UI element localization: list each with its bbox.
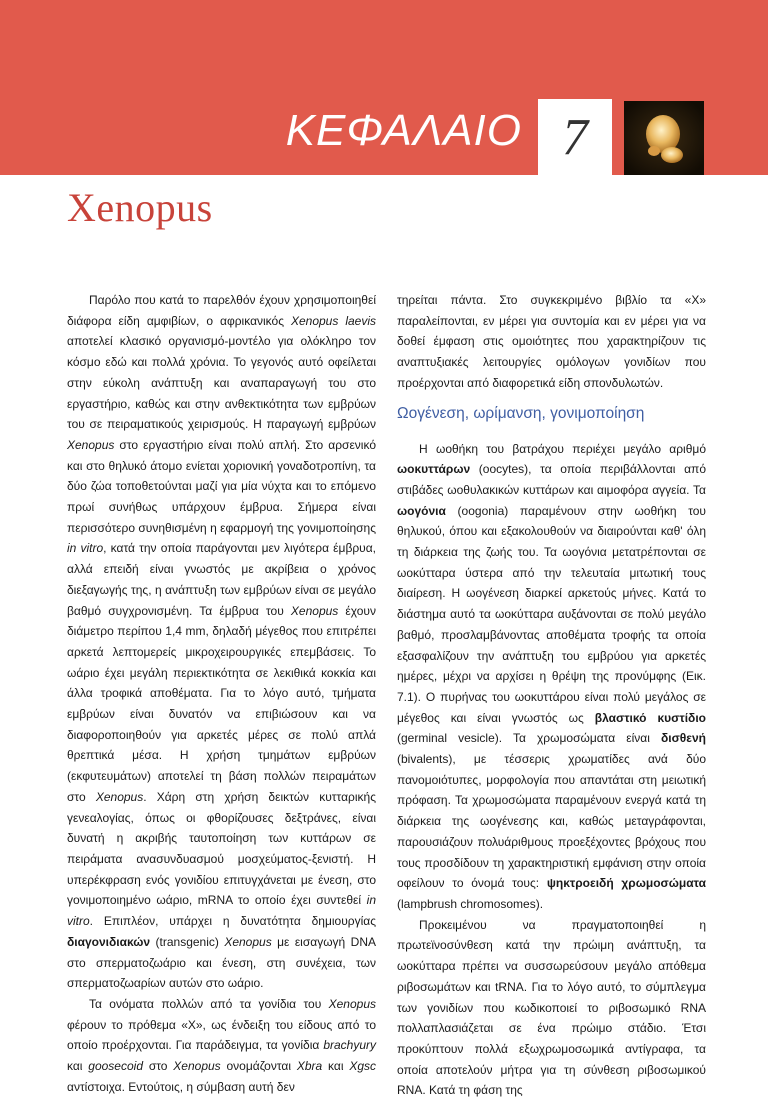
page-title: Xenopus: [67, 185, 213, 230]
chapter-number-box: [538, 99, 612, 175]
chapter-number: 7: [562, 108, 588, 166]
paragraph: Τα ονόματα πολλών από τα γονίδια του Xenopus φέρουν το πρόθεμα «X», ως ένδειξη του είδους από το οποίο προέρχονται. Για παράδειγμα, τα γονίδια brachyury και goosecoid στο Xenopus ονομάζονται Xbra και Xgsc αντίστοιχα. Εντούτοις, η σύμβαση αυτή δεν: [67, 996, 377, 1094]
left-column: [67, 290, 376, 1097]
right-column: [397, 290, 706, 1101]
section-heading: Ωογένεση, ωρίμανση, γονιμοποίηση: [397, 404, 645, 422]
paragraph: Παρόλο που κατά το παρελθόν έχουν χρησιμοποιηθεί διάφορα είδη αμφιβίων, ο αφρικανικός Xenopus laevis αποτελεί κλασικό οργανισμό-μοντέλο για ολόκληρο τον κόσμο εδώ και πολλά χρόνια. Το γεγονός αυτό οφείλεται στην εύκολη ανάπτυξη και αναπαραγωγή του στο εργαστήριο, καθώς και στην ανθεκτικότητα των εμβρύων του σε πειραματικούς χειρισμούς. Η παραγωγή εμβρύων Xenopus στο εργαστήριο είναι πολύ απλή. Στο αρσενικό και στο θηλυκό άτομο ενίεται χοριονική γοναδοτροπίνη, τα δύο ζώα τοποθετούνται μαζί για μία νύχτα και το επόμενο πρωί συνήθως υπάρχουν έμβρυα. Σήμερα είναι περισσότερο συνηθισμένη η εφαρμογή της γονιμοποίησης in vitro, κατά την οποία παράγονται μεν λιγότερα έμβρυα, αλλά επειδή είναι γνωστός με ακρίβεια ο χρόνος διεξαγωγής της, η ανάπτυξη των εμβρύων είναι σε μεγάλο βαθμό συγχρονισμένη. Τα έμβρυα του Xenopus έχουν διάμετρο περίπου 1,4 mm, δηλαδή μέγεθος που επιτρέπει αρκετά λεπτομερείς μικροχειρουργικές επεμβάσεις. Το ωάριο έχει μεγάλη περιεκτικότητα σε λεκιθικά κοκκία και άλλα τροφικά αποθέματα. Για το λόγο αυτό, τμήματα εμβρύων είναι δυνατόν να επιβιώσουν και να διαφοροποιηθούν για αρκετές μέρες σε πολύ απλά θρεπτικά μέσα. Η χρήση τμημάτων εμβρύων (εκφυτευμάτων) αποτελεί τη βάση πολλών πειραμάτων στο Xenopus. Χάρη στη χρήση δεικτών κυτταρικής γενεαλογίας, όπως οι φθορίζουσες δεξτράνες, είναι δυνατή η ακριβής ταυτοποίηση των κυττάρων σε πειράματα ανασυνδυασμού μοσχεύματος-ξενιστή. Η υπερέκφραση ενός γονιδίου επιτυγχάνεται με ένεση, στο γονιμοποιημένο ωάριο, mRNA το οποίο έχει συντεθεί in vitro. Επιπλέον, υπάρχει η δυνατότητα δημιουργίας διαγονιδιακών (transgenic) Xenopus με εισαγωγή DNA στο σπερματοζωάριο και ένεση, στη συνέχεια, των σπερματοζωαρίων αυτών στο ωάριο.: [67, 293, 377, 991]
paragraph-continuation: τηρείται πάντα. Στο συγκεκριμένο βιβλίο τα «X» παραλείπονται, εν μέρει για συντομία και εν μέρει για να δοθεί έμφαση στις ομοιότητες που χαρακτηρίζουν τις αναπτυξιακές λειτουργίες ομόλογων γονιδίων που προέρχονται από διαφορετικά είδη σπονδυλωτών.: [397, 293, 706, 390]
embryo-photo: [624, 101, 704, 175]
paragraph: Προκειμένου να πραγματοποιηθεί η πρωτεϊνοσύνθεση κατά την πρώιμη ανάπτυξη, τα ωοκύτταρα πρέπει να συσσωρεύσουν μεγάλο απόθεμα ριβοσωμάτων και tRNA. Για το λόγο αυτό, το σύμπλεγμα των γονιδίων που κωδικοποιεί το ριβοσωμικό RNA πολλαπλασιάζεται σε ένα πρώιμο στάδιο. Έτσι προκύπτουν πολλά εξωχρωμοσωμικά αντίγραφα, τα οποία αποτελούν μήτρα για τη σύνθεση ριβοσωμικού RNA. Κατά τη φάση της: [397, 917, 706, 1098]
paragraph: Η ωοθήκη του βατράχου περιέχει μεγάλο αριθμό ωοκυττάρων (oocytes), τα οποία περιβάλλονται από στιβάδες ωοθυλακικών κυττάρων και αιμοφόρα αγγεία. Τα ωογόνια (oogonia) παραμένουν στην ωοθήκη του θηλυκού, όπου και εξακολουθούν να διαιρούνται καθ' όλη τη διάρκεια της ζωής του. Τα ωογόνια μετατρέπονται σε ωοκύτταρα ύστερα από την τελευταία μιτωτική τους διαίρεση. Η ωογένεση διαρκεί αρκετούς μήνες. Κατά το διάστημα αυτό τα ωοκύτταρα αυξάνονται σε πολύ μεγάλο βαθμό, προσλαμβάνοντας αποθέματα τροφής τα οποία εξασφαλίζουν την ανάπτυξη του εμβρύου για αρκετές ημέρες, μέχρι να αρχίσει η θρέψη της προνύμφης (Εικ. 7.1). Ο πυρήνας του ωοκυττάρου είναι πολύ μεγάλος σε μέγεθος και είναι γνωστός ως βλαστικό κυστίδιο (germinal vesicle). Τα χρωμοσώματα είναι δισθενή (bivalents), με τέσσερις χρωματίδες ανά δύο πανομοιότυπες, μορφολογία που απαντάται στη μειωτική πρόφαση. Τα χρωμοσώματα παραμένουν ενεργά κατά τη διάρκεια της ωογένεσης και, καθώς μεταγράφονται, παρουσιάζουν πολυάριθμους προεξέχοντες βρόχους που τους προσδίδουν τη χαρακτηριστική εμφάνιση στην οποία οφείλουν το όνομά τους: ψηκτροειδή χρωμοσώματα (lampbrush chromosomes).: [397, 441, 706, 911]
chapter-label: ΚΕΦΑΛΑΙΟ: [285, 106, 522, 155]
